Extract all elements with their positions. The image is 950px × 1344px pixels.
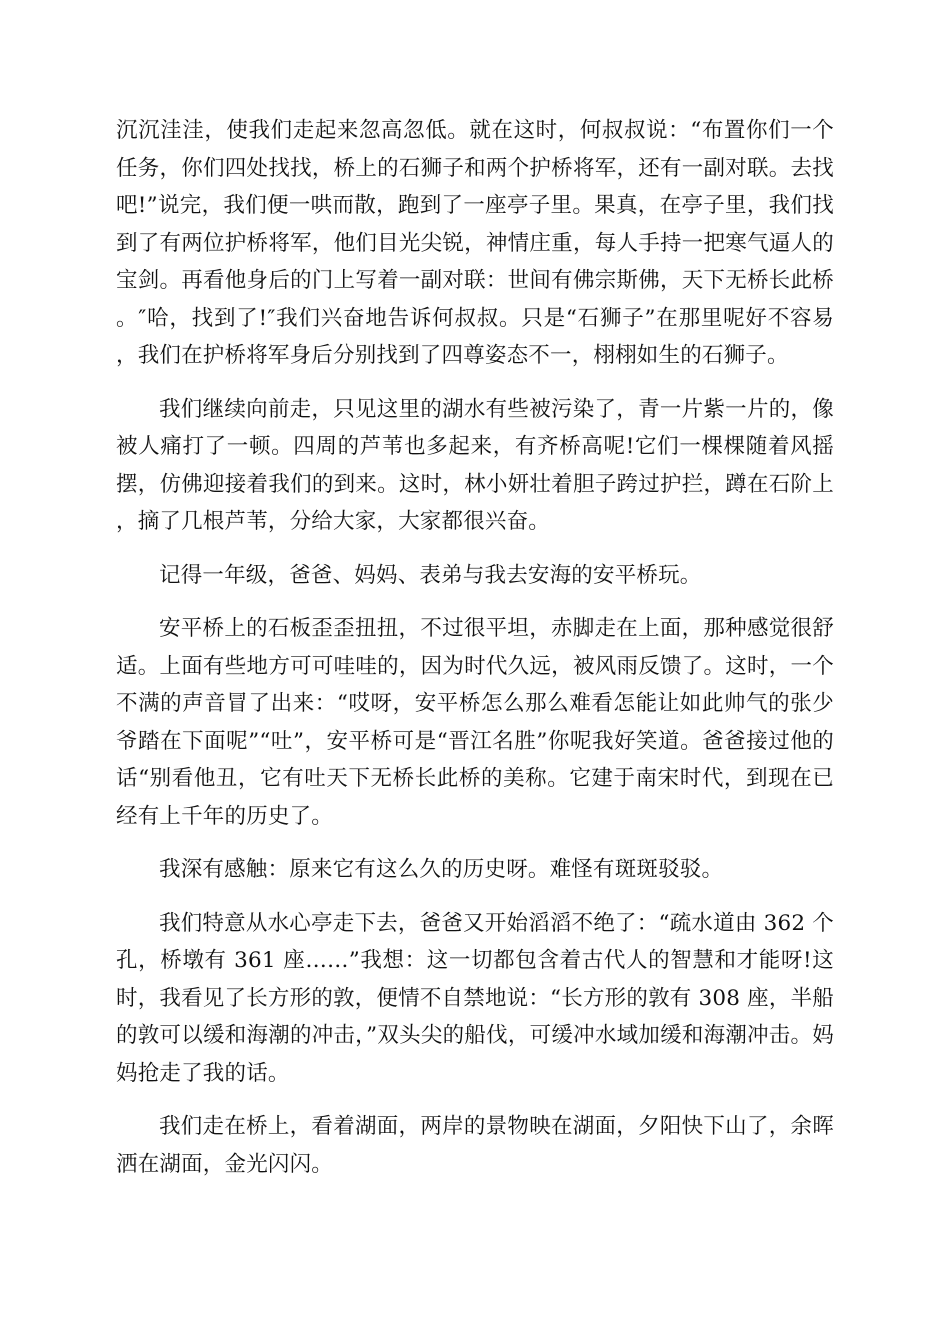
paragraph-1: 沉沉洼洼，使我们走起来忽高忽低。就在这时，何叔叔说：“布置你们一个任务，你们四处找找，桥上的石狮子和两个护桥将军，还有一副对联。去找吧!”说完，我们便一哄而散，跑到了一座亭子里。果真，在亭子里，我们找到了有两位护桥将军，他们目光尖锐，神情庄重，每人手持一把寒气逼人的宝剑。再看他身后的门上写着一副对联：世间有佛宗斯佛，天下无桥长此桥。″哈，找到了!″我们兴奋地告诉何叔叔。只是“石狮子”在那里呢好不容易，我们在护桥将军身后分别找到了四尊姿态不一，栩栩如生的石狮子。 <box>116 118 834 368</box>
paragraph-2: 我们继续向前走，只见这里的湖水有些被污染了，青一片紫一片的，像被人痛打了一顿。四周的芦苇也多起来，有齐桥高呢!它们一棵棵随着风摇摆，仿佛迎接着我们的到来。这时，林小妍壮着胆子跨过护拦，蹲在石阶上，摘了几根芦苇，分给大家，大家都很兴奋。 <box>116 396 834 534</box>
paragraph-3: 记得一年级，爸爸、妈妈、表弟与我去安海的安平桥玩。 <box>159 562 702 588</box>
document-body <box>116 112 834 1183</box>
paragraph-7: 我们走在桥上，看着湖面，两岸的景物映在湖面，夕阳快下山了，余晖洒在湖面，金光闪闪。 <box>116 1114 834 1177</box>
paragraph-4: 安平桥上的石板歪歪扭扭，不过很平坦，赤脚走在上面，那种感觉很舒适。上面有些地方可可哇哇的，因为时代久远，被风雨反馈了。这时，一个不满的声音冒了出来：“哎呀，安平桥怎么那么难看怎能让如此帅气的张少爷踏在下面呢”“吐”，安平桥可是“晋江名胜”你呢我好笑道。爸爸接过他的话“别看他丑，它有吐天下无桥长此桥的美称。它建于南宋时代，到现在已经有上千年的历史了。 <box>116 616 834 829</box>
paragraph-6: 我们特意从水心亭走下去，爸爸又开始滔滔不绝了：“疏水道由 362 个孔，桥墩有 361 座……”我想：这一切都包含着古代人的智慧和才能呀!这时，我看见了长方形的敦，便情不自禁地说：“长方形的敦有 308 座，半船的敦可以缓和海潮的冲击，”双头尖的船伐，可缓冲水域加缓和海潮冲击。妈妈抢走了我的话。 <box>116 910 834 1086</box>
paragraph-5: 我深有感触：原来它有这么久的历史呀。难怪有斑斑驳驳。 <box>159 857 724 882</box>
